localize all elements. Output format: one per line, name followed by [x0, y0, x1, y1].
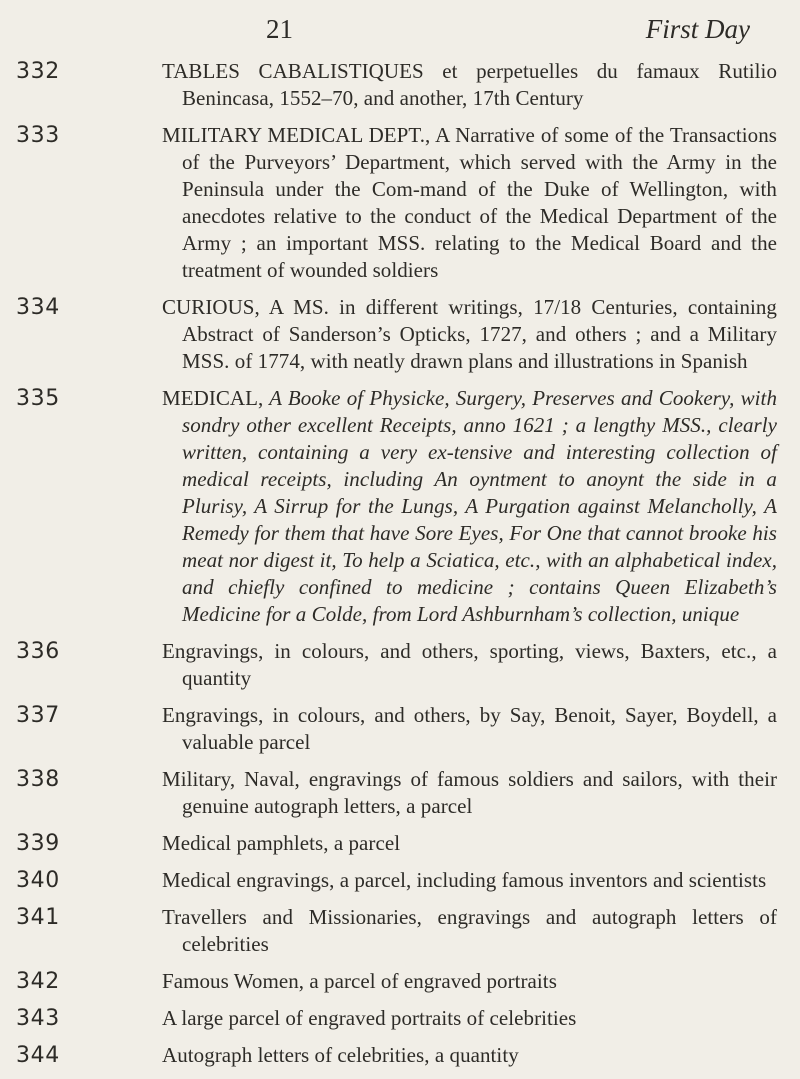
lot-number: 344 [16, 1043, 60, 1068]
lot-description: A large parcel of engraved portraits of celebrities [162, 1006, 577, 1030]
lot-entry [0, 1042, 800, 1069]
lot-description: TABLES CABALISTIQUES et perpetuelles du famaux Rutilio Benincasa, 1552–70, and another, 17th Century [162, 59, 777, 110]
lot-description-italic: A Booke of Physicke, Surgery, Preserves and Cookery, with sondry other excellent Receipts, anno 1621 ; a lengthy MSS., clearly written, containing a very ex-tensive and interesting collection of medical receipts, including An oyntment to anoynt the side in a Plurisy, A Sirrup for the Lungs, A Purgation against Melancholly, A Remedy for them that have Sore Eyes, For One that cannot brooke his meat nor digest it, To help a Sciatica, etc., with an alphabetical index, and chiefly confined to medicine ; contains Queen Elizabeth’s Medicine for a Colde, from Lord Ashburnham’s collection, unique [182, 386, 777, 626]
lot-entry [0, 638, 800, 692]
lot-description: Famous Women, a parcel of engraved portraits [162, 969, 557, 993]
lot-entry [0, 122, 800, 284]
lot-entry [0, 968, 800, 995]
lot-number: 342 [16, 969, 60, 994]
lot-entry [0, 1005, 800, 1032]
lot-description: Medical engravings, a parcel, including famous inventors and scientists [162, 868, 767, 892]
running-title: First Day [645, 14, 750, 44]
lot-description: CURIOUS, A MS. in different writings, 17/18 Centuries, containing Abstract of Sanderson’s Opticks, 1727, and others ; and a Military MSS. of 1774, with neatly drawn plans and illustrations in Spanish [162, 295, 777, 373]
lot-entry [0, 766, 800, 820]
lot-number: 337 [16, 703, 60, 728]
lot-number: 333 [16, 123, 60, 148]
lot-description: Medical pamphlets, a parcel [162, 831, 401, 855]
lot-number: 332 [16, 59, 60, 84]
lot-list [0, 58, 800, 1079]
lot-entry [0, 830, 800, 857]
lot-number: 338 [16, 767, 60, 792]
lot-description [162, 385, 777, 628]
lot-number: 340 [16, 868, 60, 893]
lot-entry [0, 294, 800, 375]
lot-entry [0, 58, 800, 112]
lot-description: Travellers and Missionaries, engravings and autograph letters of celebrities [162, 905, 777, 956]
page-header [262, 14, 762, 48]
lot-entry [0, 867, 800, 894]
lot-entry [0, 702, 800, 756]
lot-description: Military, Naval, engravings of famous soldiers and sailors, with their genuine autograph letters, a parcel [162, 767, 777, 818]
lot-description: Engravings, in colours, and others, by Say, Benoit, Sayer, Boydell, a valuable parcel [162, 703, 777, 754]
lot-number: 334 [16, 295, 60, 320]
lot-lead: MEDICAL, [162, 386, 264, 410]
lot-description: MILITARY MEDICAL DEPT., A Narrative of some of the Transactions of the Purveyors’ Department, which served with the Army in the Peninsula under the Com-mand of the Duke of Wellington, with anecdotes relative to the conduct of the Medical Department of the Army ; an important MSS. relating to the Medical Board and the treatment of wounded soldiers [162, 123, 777, 282]
lot-description: Engravings, in colours, and others, sporting, views, Baxters, etc., a quantity [162, 639, 777, 690]
lot-number: 339 [16, 831, 60, 856]
lot-entry [0, 904, 800, 958]
lot-number: 336 [16, 639, 60, 664]
lot-number: 343 [16, 1006, 60, 1031]
lot-entry [0, 385, 800, 628]
lot-number: 335 [16, 386, 60, 411]
page-number: 21 [266, 14, 293, 44]
lot-number: 341 [16, 905, 60, 930]
lot-description: Autograph letters of celebrities, a quantity [162, 1043, 519, 1067]
